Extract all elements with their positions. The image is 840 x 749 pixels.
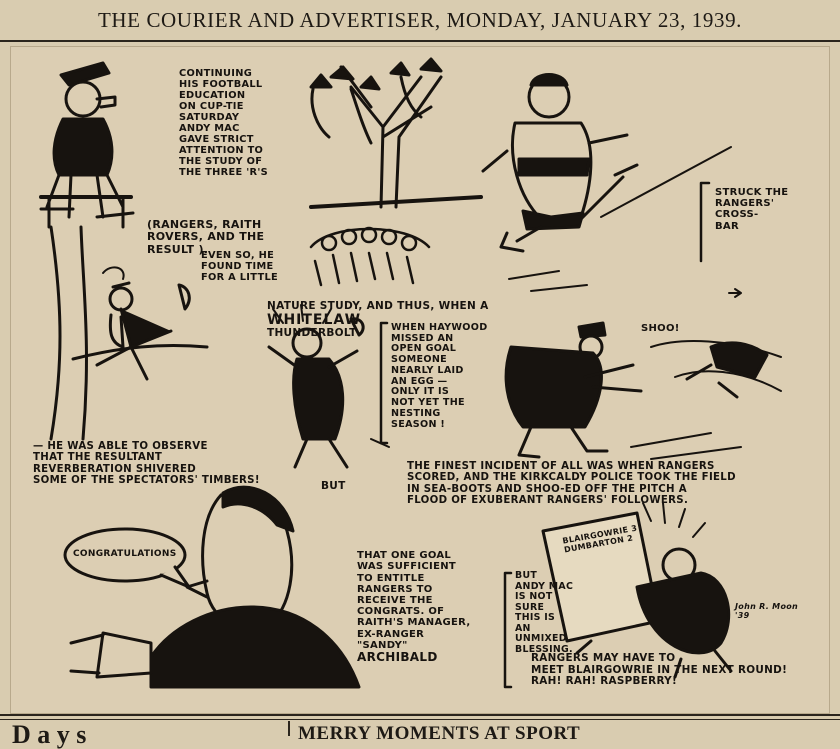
caption-thunderbolt: THUNDERBOLT — [267, 327, 357, 340]
caption-nature-study-text: NATURE STUDY, AND THUS, WHEN A — [267, 299, 489, 312]
man-in-tree — [51, 227, 207, 439]
caption-blairgowrie: RANGERS MAY HAVE TO MEET BLAIRGOWRIE IN THE NEXT ROUND! RAH! RAH! RASPBERRY! — [531, 652, 788, 688]
caption-football-education: CONTINUING HIS FOOTBALL EDUCATION ON CUP-TIE SATURDAY ANDY MAC GAVE STRICT ATTENTION TO THE STUDY OF THE THREE 'R'S — [179, 68, 269, 178]
masthead: THE COURIER AND ADVERTISER, MONDAY, JANUARY 23, 1939. — [97, 8, 743, 32]
manager-portrait — [71, 487, 359, 687]
caption-found-time: EVEN SO, HE FOUND TIME FOR A LITTLE — [201, 250, 278, 283]
caption-but: BUT — [321, 480, 346, 492]
caption-crossbar: STRUCK THE RANGERS' CROSS- BAR — [715, 187, 789, 232]
artist-signature: John R. Moon '39 — [735, 602, 799, 620]
caption-archibald: ARCHIBALD — [357, 649, 438, 664]
caption-andy-mac-unsure: BUT ANDY MAC IS NOT SURE THIS IS AN UNMIXED BLESSING. — [515, 570, 574, 655]
caption-one-goal — [357, 539, 470, 676]
caption-three-rs: (RANGERS, RAITH ROVERS, AND THE RESULT ). — [147, 218, 265, 256]
policeman-chasing — [506, 323, 781, 459]
caption-reverberation: — HE WAS ABLE TO OBSERVE THAT THE RESULTANT REVERBERATION SHIVERED SOME OF THE SPECTATORS' TIMBERS! — [33, 441, 260, 487]
seated-man-figure — [41, 63, 133, 227]
footer-left-heading: D a y s — [12, 720, 87, 749]
caption-one-goal-text: THAT ONE GOAL WAS SUFFICIENT TO ENTITLE RANGERS TO RECEIVE THE CONGRATS. OF RAITH'S MANAGER, EX-RANGER "SANDY" — [357, 550, 471, 651]
footer-right-heading: MERRY MOMENTS AT SPORT — [298, 723, 581, 744]
crowd-figures — [311, 228, 429, 285]
placard-scores: BLAIRGOWRIE 3 DUMBARTON 2 — [561, 523, 638, 555]
footballer-running — [483, 75, 731, 292]
shoo-text: SHOO! — [641, 323, 680, 334]
congratulations-text: CONGRATULATIONS — [73, 549, 177, 559]
cartoon-panel — [10, 46, 830, 714]
masthead-rule — [0, 40, 840, 42]
caption-haywood: WHEN HAYWOOD MISSED AN OPEN GOAL SOMEONE NEARLY LAID AN EGG — ONLY IT IS NOT YET THE NESTING SEASON ! — [391, 322, 488, 430]
caption-whitelaw: WHITELAW — [267, 311, 362, 328]
footer-divider — [288, 721, 290, 736]
caption-finest-incident: THE FINEST INCIDENT OF ALL WAS WHEN RANGERS SCORED, AND THE KIRKCALDY POLICE TOOK THE FIELD IN SEA-BOOTS AND SHOO-ED OFF THE PITCH A FLOOD OF EXUBERANT RANGERS' FOLLOWERS. — [407, 461, 736, 507]
footer-rule — [0, 714, 840, 716]
footer-rule-thin — [0, 719, 840, 720]
tree-spectators — [311, 59, 481, 207]
